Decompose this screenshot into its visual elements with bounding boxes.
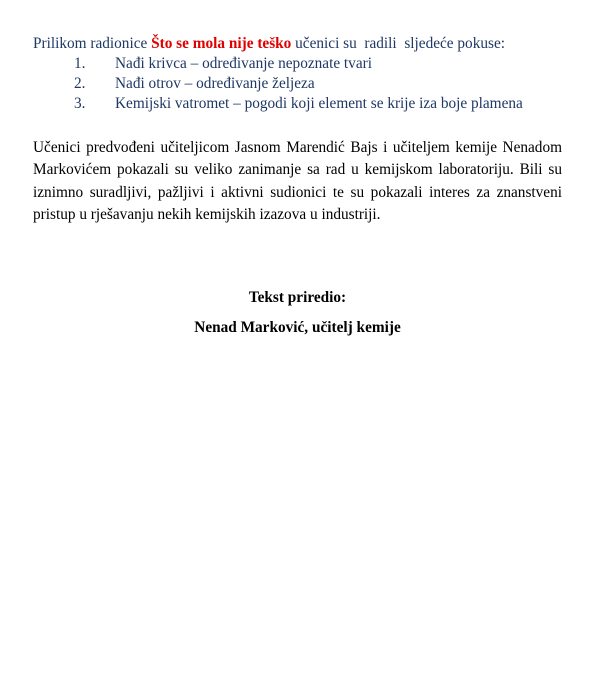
signature-name: Nenad Marković, učitelj kemije [194,319,401,336]
list-item [33,74,562,94]
intro-paragraph [33,34,562,54]
list-item [33,94,562,114]
list-item [33,54,562,74]
experiments-list [33,54,562,114]
intro-prefix: Prilikom radionice [33,35,152,52]
body-paragraph: Učenici predvođeni učiteljicom Jasnom Marendić Bajs i učiteljem kemije Nenadom Markovićem pokazali su veliko zanimanje sa rad u kemijskom laboratoriju. Bili su iznimno suradljivi, pažljivi i aktivni sudionici te su pokazali interes za znanstveni pristup u rješavanju nekih kemijskih izazova u industriji. [33,139,562,223]
signature-label: Tekst priredio: [248,289,347,306]
list-item-text: Kemijski vatromet – pogodi koji element se krije iza boje plamena [115,95,523,112]
workshop-title: Što se mola nije teško [151,35,292,52]
list-item-number: 2. [74,75,86,92]
document-page [33,34,562,336]
list-item-number: 3. [74,95,86,112]
list-item-text: Nađi otrov – određivanje željeza [115,75,315,92]
list-item-text: Nađi krivca – određivanje nepoznate tvari [115,55,372,72]
list-item-number: 1. [74,55,86,72]
intro-suffix: učenici su radili sljedeće pokuse: [291,35,505,52]
